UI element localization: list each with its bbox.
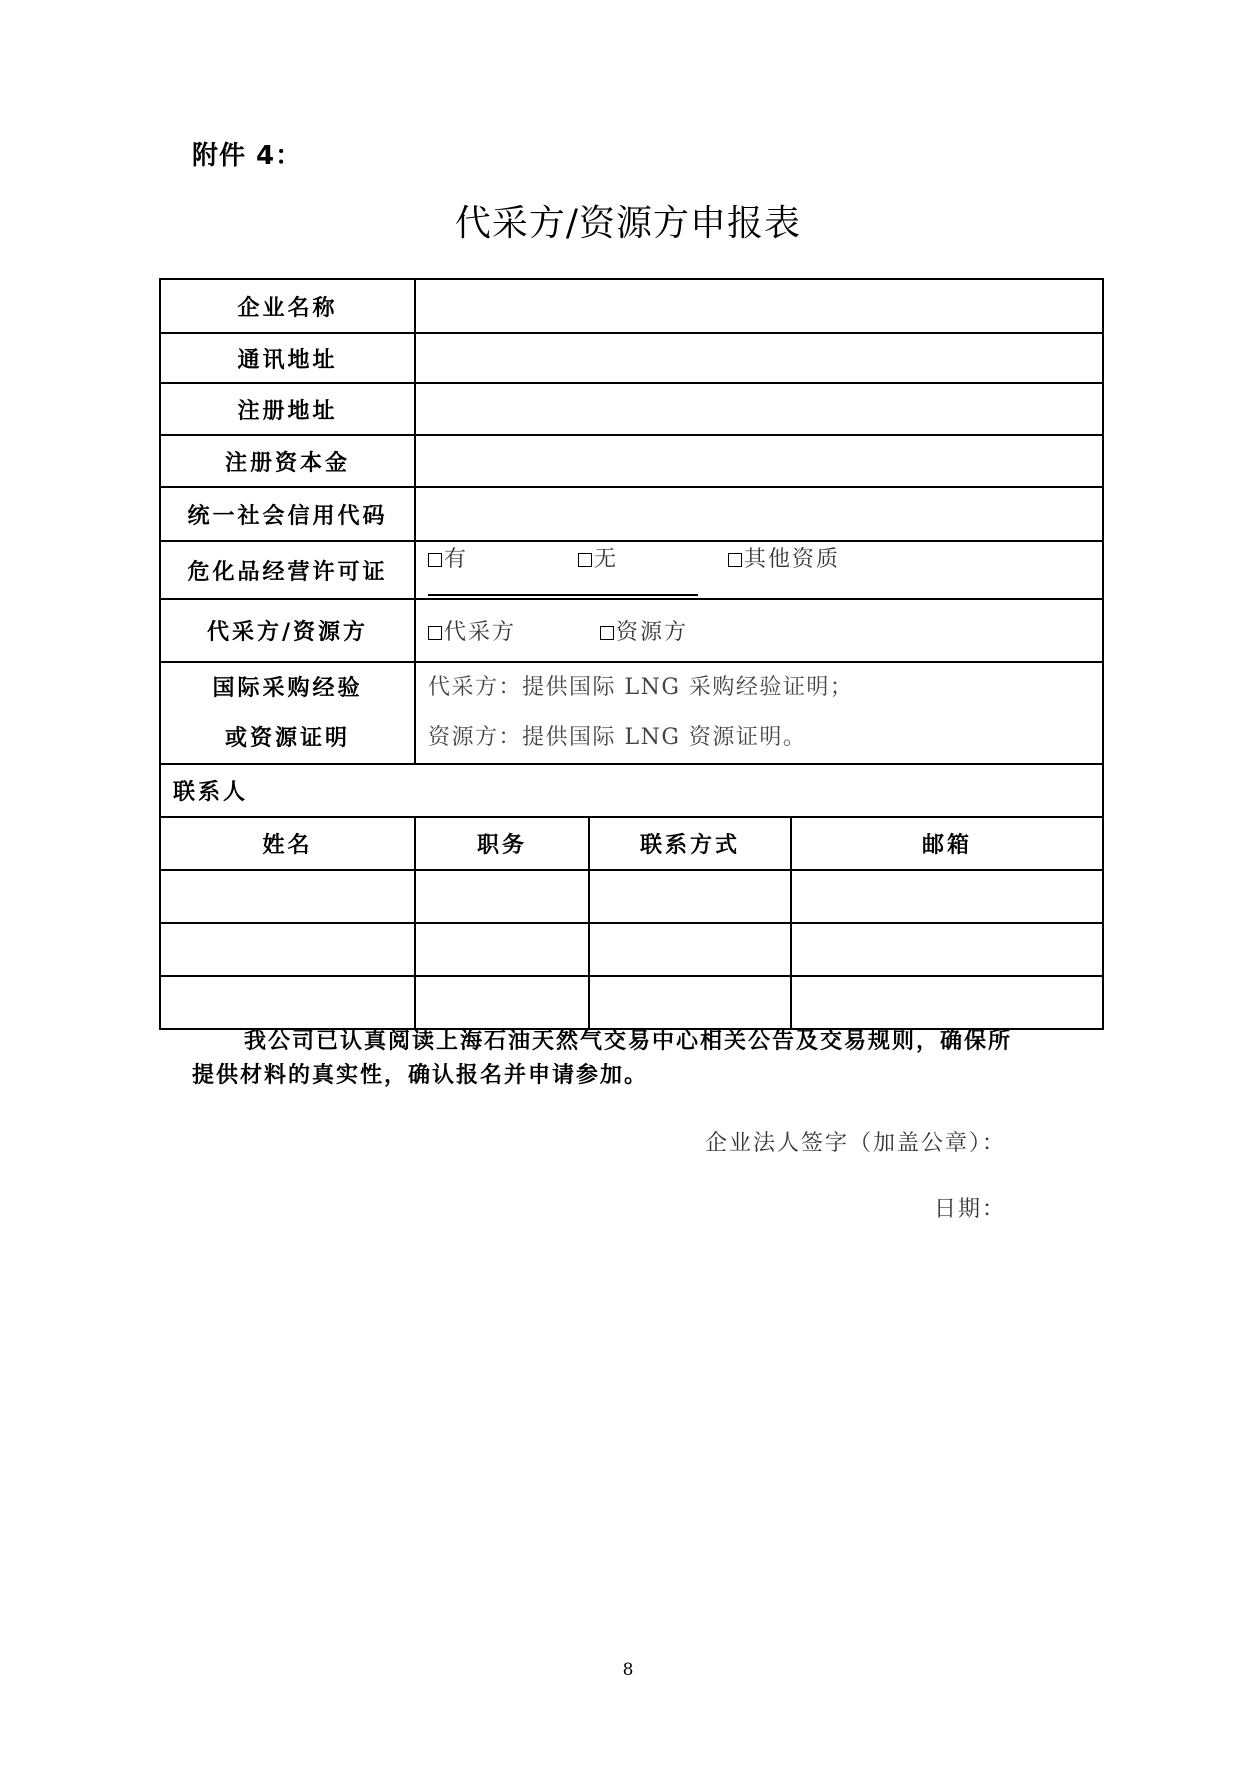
hazmat-no-checkbox[interactable] xyxy=(578,553,592,567)
registered-capital-field[interactable] xyxy=(415,435,1103,487)
buyer-checkbox[interactable] xyxy=(428,626,442,640)
hazmat-other-label: 其他资质 xyxy=(744,547,841,572)
date-label: 日期： xyxy=(933,1197,1006,1222)
registered-address-field[interactable] xyxy=(415,383,1103,435)
contact-email-cell[interactable] xyxy=(791,870,1103,923)
page-number: 8 xyxy=(622,1660,634,1680)
contact-position-cell[interactable] xyxy=(415,870,589,923)
contact-name-cell[interactable] xyxy=(160,870,415,923)
contact-email-cell[interactable] xyxy=(791,976,1103,1029)
signature-label: 企业法人签字（加盖公章）： xyxy=(704,1131,1006,1156)
application-form-table xyxy=(159,278,1104,1030)
hazmat-yes-label: 有 xyxy=(444,547,469,572)
proof-buyer-line: 代采方：提供国际 LNG 采购经验证明； xyxy=(428,675,854,700)
hazmat-other-checkbox[interactable] xyxy=(728,553,742,567)
contact-row xyxy=(160,870,1103,923)
header-email: 邮箱 xyxy=(791,817,1103,870)
credit-code-field[interactable] xyxy=(415,487,1103,541)
header-contact-method: 联系方式 xyxy=(589,817,791,870)
declaration-paragraph xyxy=(192,1024,1072,1092)
company-name-field[interactable] xyxy=(415,279,1103,333)
header-position: 职务 xyxy=(415,817,589,870)
registered-capital-label: 注册资本金 xyxy=(160,435,415,487)
mailing-address-label: 通讯地址 xyxy=(160,333,415,383)
form-title: 代采方/资源方申报表 xyxy=(454,203,802,244)
proof-description xyxy=(415,662,1103,764)
party-type-label: 代采方/资源方 xyxy=(160,599,415,662)
contact-row xyxy=(160,923,1103,976)
contact-method-cell[interactable] xyxy=(589,923,791,976)
header-name: 姓名 xyxy=(160,817,415,870)
contact-row xyxy=(160,976,1103,1029)
contact-position-cell[interactable] xyxy=(415,923,589,976)
proof-resource-line: 资源方：提供国际 LNG 资源证明。 xyxy=(428,725,807,750)
contact-method-cell[interactable] xyxy=(589,870,791,923)
contact-name-cell[interactable] xyxy=(160,976,415,1029)
credit-code-label: 统一社会信用代码 xyxy=(160,487,415,541)
proof-label-line2: 或资源证明 xyxy=(224,725,350,751)
hazmat-yes-checkbox[interactable] xyxy=(428,553,442,567)
hazmat-license-label: 危化品经营许可证 xyxy=(160,541,415,599)
proof-label xyxy=(160,662,415,764)
attachment-label: 附件 4： xyxy=(192,141,303,171)
buyer-option-label: 代采方 xyxy=(444,620,517,645)
registered-address-label: 注册地址 xyxy=(160,383,415,435)
other-qualification-blank[interactable] xyxy=(428,574,698,596)
hazmat-no-label: 无 xyxy=(594,547,619,572)
declaration-line1: 我公司已认真阅读上海石油天然气交易中心相关公告及交易规则，确保所 xyxy=(244,1028,1013,1054)
company-name-label: 企业名称 xyxy=(160,279,415,333)
resource-option-label: 资源方 xyxy=(616,620,689,645)
contact-position-cell[interactable] xyxy=(415,976,589,1029)
proof-label-line1: 国际采购经验 xyxy=(212,675,363,701)
mailing-address-field[interactable] xyxy=(415,333,1103,383)
contact-section-label: 联系人 xyxy=(160,764,1103,817)
contact-email-cell[interactable] xyxy=(791,923,1103,976)
resource-checkbox[interactable] xyxy=(600,626,614,640)
party-type-options xyxy=(415,599,1103,662)
hazmat-license-options xyxy=(415,541,1103,599)
contact-name-cell[interactable] xyxy=(160,923,415,976)
contact-method-cell[interactable] xyxy=(589,976,791,1029)
declaration-line2: 提供材料的真实性，确认报名并申请参加。 xyxy=(192,1062,649,1088)
